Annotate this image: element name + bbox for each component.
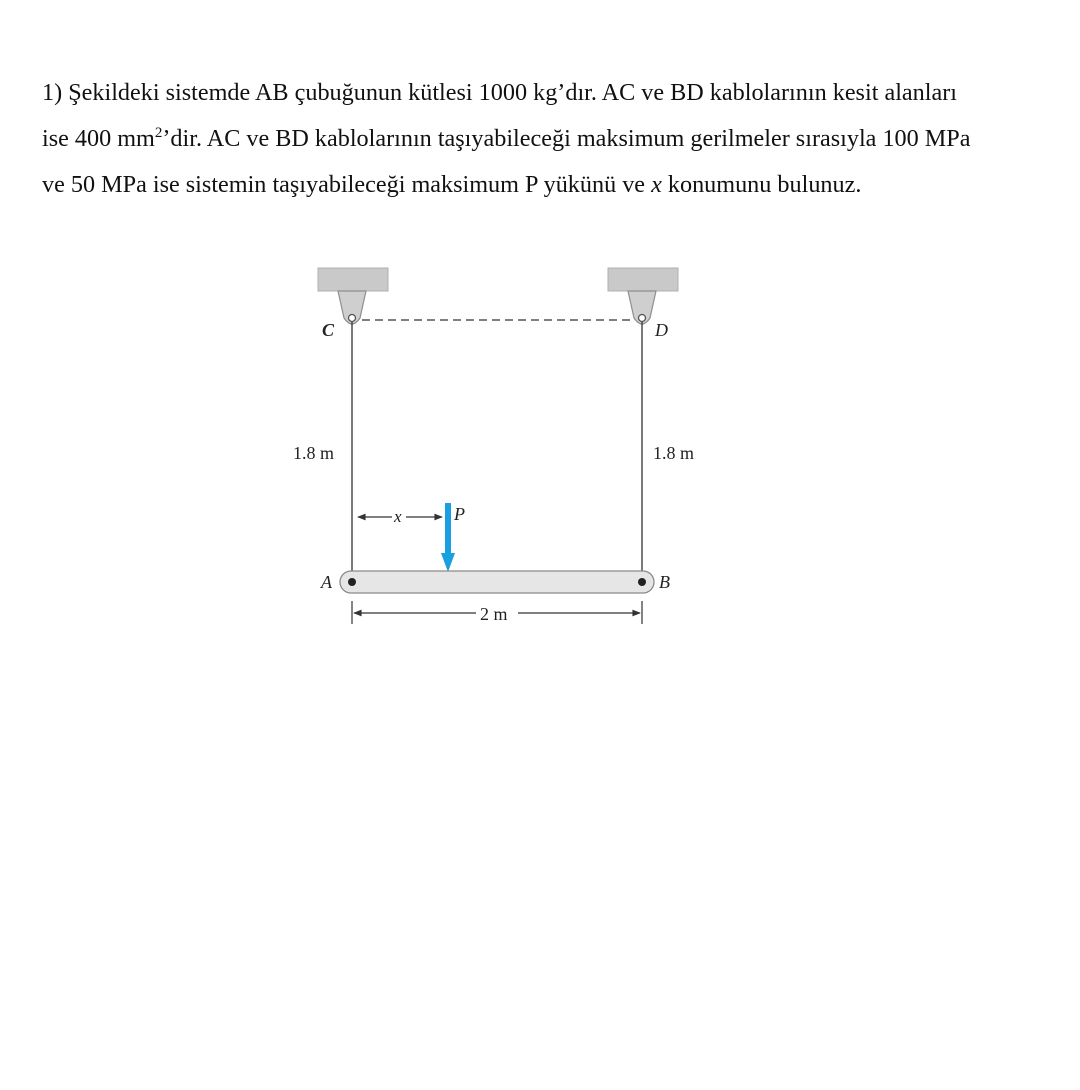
problem-line-2-start: ise 400 mm bbox=[42, 125, 155, 152]
problem-line-1: 1) Şekildeki sistemde AB çubuğunun kütlesi 1000 kg’dır. AC ve BD kablolarının kesit alanları bbox=[42, 79, 957, 106]
span-length: 2 m bbox=[480, 604, 508, 624]
problem-line-2 bbox=[42, 116, 1052, 162]
load-arrow-shaft bbox=[445, 503, 451, 555]
pin-c bbox=[349, 315, 356, 322]
pin-b bbox=[638, 578, 646, 586]
label-d: D bbox=[655, 320, 668, 340]
problem-line-3-end: konumunu bulunuz. bbox=[661, 171, 862, 198]
left-cable-length: 1.8 m bbox=[293, 443, 335, 463]
label-a: A bbox=[321, 572, 332, 592]
label-x: x bbox=[394, 507, 402, 526]
label-c: C bbox=[322, 320, 335, 340]
ceiling-block-right bbox=[608, 268, 678, 291]
label-p: P bbox=[454, 504, 465, 524]
beam-ab bbox=[340, 571, 654, 593]
ceiling-block-left bbox=[318, 268, 388, 291]
pin-a bbox=[348, 578, 356, 586]
support-c bbox=[318, 268, 388, 324]
variable-x: x bbox=[651, 171, 662, 198]
right-cable-length: 1.8 m bbox=[653, 443, 695, 463]
pin-d bbox=[639, 315, 646, 322]
problem-line-3-start: ve 50 MPa ise sistemin taşıyabileceği maksimum P yükünü ve bbox=[42, 171, 652, 198]
problem-line-2-end: ’dir. AC ve BD kablolarının taşıyabileceği maksimum gerilmeler sırasıyla 100 MPa bbox=[162, 125, 971, 152]
load-arrow-head bbox=[441, 553, 455, 572]
area-unit-exponent: 2 bbox=[154, 124, 163, 141]
beam-cable-figure bbox=[280, 250, 730, 635]
problem-statement bbox=[42, 70, 1052, 208]
load-p-arrow bbox=[441, 503, 455, 572]
figure-svg bbox=[280, 250, 730, 635]
problem-line-3 bbox=[42, 162, 1052, 208]
support-d bbox=[608, 268, 678, 324]
label-b: B bbox=[659, 572, 670, 592]
